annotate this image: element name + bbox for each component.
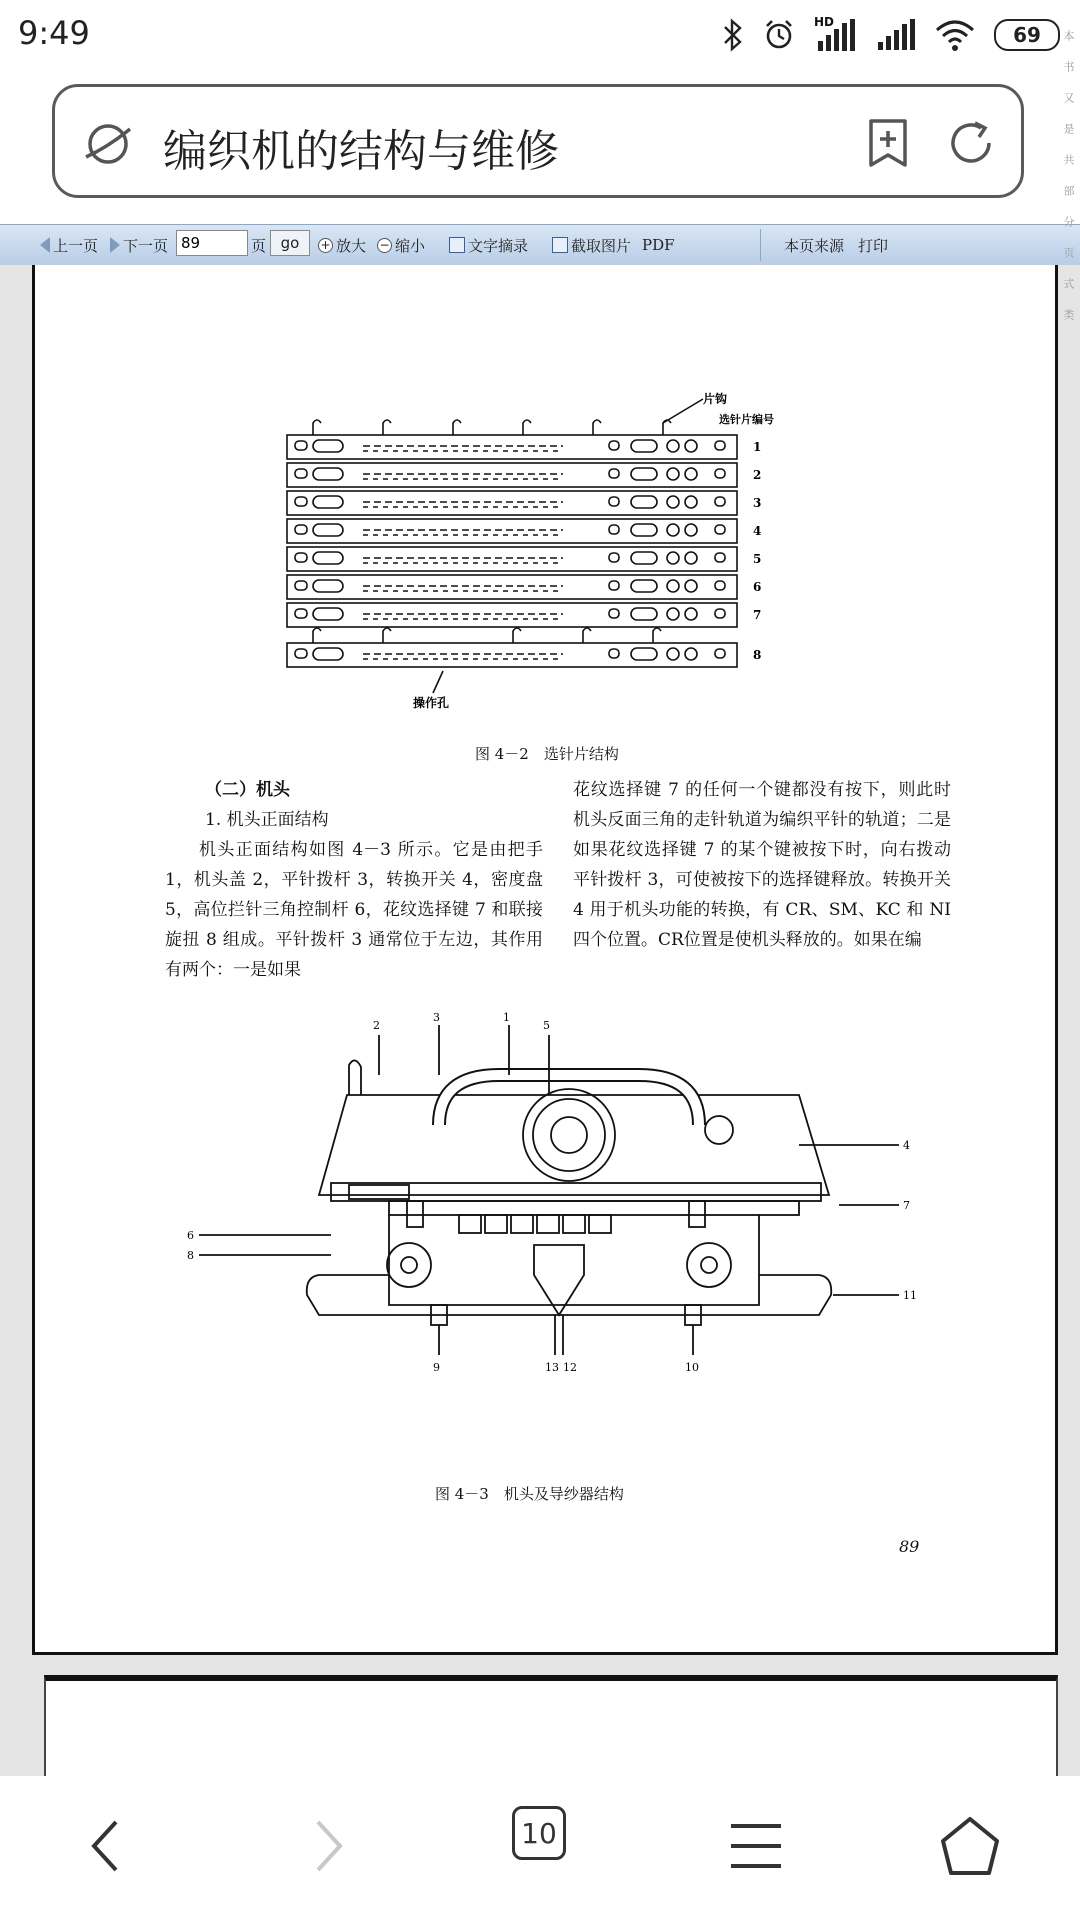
plate — [287, 519, 737, 543]
capture-image-label: 截取图片 — [571, 236, 632, 255]
plate-number: 4 — [753, 524, 762, 538]
text-extract-button[interactable] — [449, 225, 528, 265]
guide-base — [307, 1275, 832, 1315]
side-strip-text: 本书又是共部分页式类 — [1062, 30, 1075, 340]
back-icon — [86, 1816, 126, 1876]
go-button[interactable]: go — [270, 230, 310, 256]
page-unit: 页 — [251, 236, 267, 255]
planet-icon — [81, 117, 135, 171]
prev-page-button[interactable] — [40, 225, 98, 265]
address-bar[interactable] — [52, 84, 1024, 198]
zoom-in-icon: + — [318, 238, 333, 253]
back-button[interactable] — [66, 1806, 146, 1886]
plate-number: 3 — [753, 496, 762, 510]
plate-number: 6 — [753, 580, 762, 594]
forward-button[interactable] — [288, 1806, 368, 1886]
right-paragraph: 花纹选择键 7 的任何一个键都没有按下，则此时机头反面三角的走针轨道为编织平针的轨道；二是如果花纹选择键 7 的某个键被按下时，向右拨动平针拨杆 3，可使被按下的选择键释放。转换开关 4 用于机头功能的转换，有 CR、SM、KC 和 NI 四个位置。CR位置是使机头释放的。如果在编 — [573, 780, 952, 950]
left-paragraph: 机头正面结构如图 4－3 所示。它是由把手 1，机头盖 2，平针拨杆 3，转换开关 4，密度盘 5，高位拦针三角控制杆 6，花纹选择键 7 和联接旋扭 8 组成。平针拨杆 3 通常位于左边，其作用有两个：一是如果 — [165, 840, 543, 980]
add-bookmark-icon[interactable] — [865, 117, 911, 169]
signal-icon — [876, 18, 916, 52]
right-text-column — [573, 775, 951, 955]
bluetooth-icon — [722, 18, 744, 52]
alarm-icon — [762, 18, 796, 52]
hole-leader-line — [433, 671, 443, 693]
part-label: 6 — [187, 1229, 194, 1242]
plate — [287, 547, 737, 571]
status-time: 9:49 — [18, 14, 90, 52]
needle-selector-figure — [283, 392, 859, 715]
plate-number: 7 — [753, 608, 762, 622]
pdf-button[interactable]: PDF — [642, 236, 675, 254]
plate-number: 8 — [753, 648, 762, 662]
part-label: 12 — [563, 1361, 577, 1374]
number-label: 选针片编号 — [719, 413, 774, 426]
zoom-out-button[interactable] — [377, 225, 425, 265]
plate-stack — [287, 399, 737, 693]
battery-icon — [994, 19, 1060, 51]
plate-number: 5 — [753, 552, 762, 566]
page-number-input[interactable] — [176, 230, 248, 256]
part-label: 13 — [545, 1361, 559, 1374]
prev-page-label: 上一页 — [53, 236, 99, 255]
left-lever — [349, 1060, 361, 1095]
switch-knob — [705, 1116, 733, 1144]
figure-4-2-caption: 图 4－2 选针片结构 — [475, 745, 619, 763]
right-connector-knob — [689, 1201, 705, 1227]
page-number: 89 — [899, 1537, 920, 1556]
zoom-in-button[interactable] — [318, 225, 366, 265]
side-strip — [1060, 30, 1074, 530]
plate-number: 1 — [753, 440, 762, 454]
plate-number: 2 — [753, 468, 762, 482]
plate — [287, 491, 737, 515]
next-arrow-icon — [110, 237, 120, 253]
viewer-toolbar — [0, 224, 1080, 266]
zoom-out-icon: − — [377, 238, 392, 253]
next-page-button[interactable] — [110, 225, 168, 265]
plate — [287, 603, 737, 627]
status-icons — [722, 12, 1060, 58]
part-label: 5 — [543, 1019, 550, 1032]
text-extract-label: 文字摘录 — [468, 236, 529, 255]
bottom-navigation — [0, 1776, 1080, 1920]
page-source-link[interactable]: 本页来源 — [784, 236, 845, 255]
document-viewport[interactable] — [0, 265, 1080, 1776]
forward-icon — [308, 1816, 348, 1876]
next-page-label: 下一页 — [123, 236, 169, 255]
hole-label: 操作孔 — [413, 696, 450, 710]
right-tension-wheel — [687, 1243, 731, 1287]
part-label: 2 — [373, 1019, 380, 1032]
status-bar — [0, 0, 1080, 70]
capture-image-icon — [552, 237, 568, 253]
part-label: 4 — [903, 1139, 910, 1152]
battery-level: 69 — [1013, 23, 1041, 47]
part-label: 9 — [433, 1361, 440, 1374]
hook-leader-line — [663, 399, 703, 423]
part-label: 10 — [685, 1361, 699, 1374]
zoom-out-label: 缩小 — [395, 236, 426, 255]
hd-signal-icon — [814, 17, 858, 53]
home-icon — [939, 1815, 1001, 1877]
document-page — [32, 265, 1058, 1655]
left-tension-wheel — [387, 1243, 431, 1287]
tab-count: 10 — [512, 1806, 566, 1860]
menu-button[interactable] — [716, 1806, 796, 1886]
left-text-column — [165, 775, 543, 985]
print-link[interactable]: 打印 — [858, 236, 889, 255]
text-extract-icon — [449, 237, 465, 253]
part-label: 3 — [433, 1011, 440, 1024]
section-heading: （二）机头 — [205, 780, 290, 800]
plate — [287, 575, 737, 599]
tabs-button[interactable] — [512, 1806, 592, 1886]
plate — [287, 420, 737, 459]
subsection-heading: 1. 机头正面结构 — [205, 810, 329, 830]
plate — [287, 628, 737, 667]
capture-image-button[interactable] — [552, 225, 631, 265]
zoom-in-label: 放大 — [336, 236, 367, 255]
hd-label: HD — [814, 15, 835, 29]
home-button[interactable] — [930, 1806, 1010, 1886]
toolbar-separator — [760, 229, 761, 261]
prev-arrow-icon — [40, 237, 50, 253]
figure-4-3-caption: 图 4－3 机头及导纱器结构 — [435, 1485, 624, 1503]
hook-label: 片钩 — [703, 392, 728, 406]
plate — [287, 463, 737, 487]
part-label: 7 — [903, 1199, 910, 1212]
menu-icon — [729, 1822, 783, 1870]
part-label: 1 — [503, 1011, 510, 1024]
page-title[interactable]: 编织机的结构与维修 — [163, 126, 559, 177]
wifi-icon — [934, 18, 976, 52]
knitting-carriage-figure — [187, 1011, 959, 1435]
part-label: 8 — [187, 1249, 194, 1262]
left-connector-knob — [407, 1201, 423, 1227]
reload-icon[interactable] — [945, 117, 997, 169]
tension-dial — [523, 1089, 615, 1181]
part-label: 11 — [903, 1289, 917, 1302]
